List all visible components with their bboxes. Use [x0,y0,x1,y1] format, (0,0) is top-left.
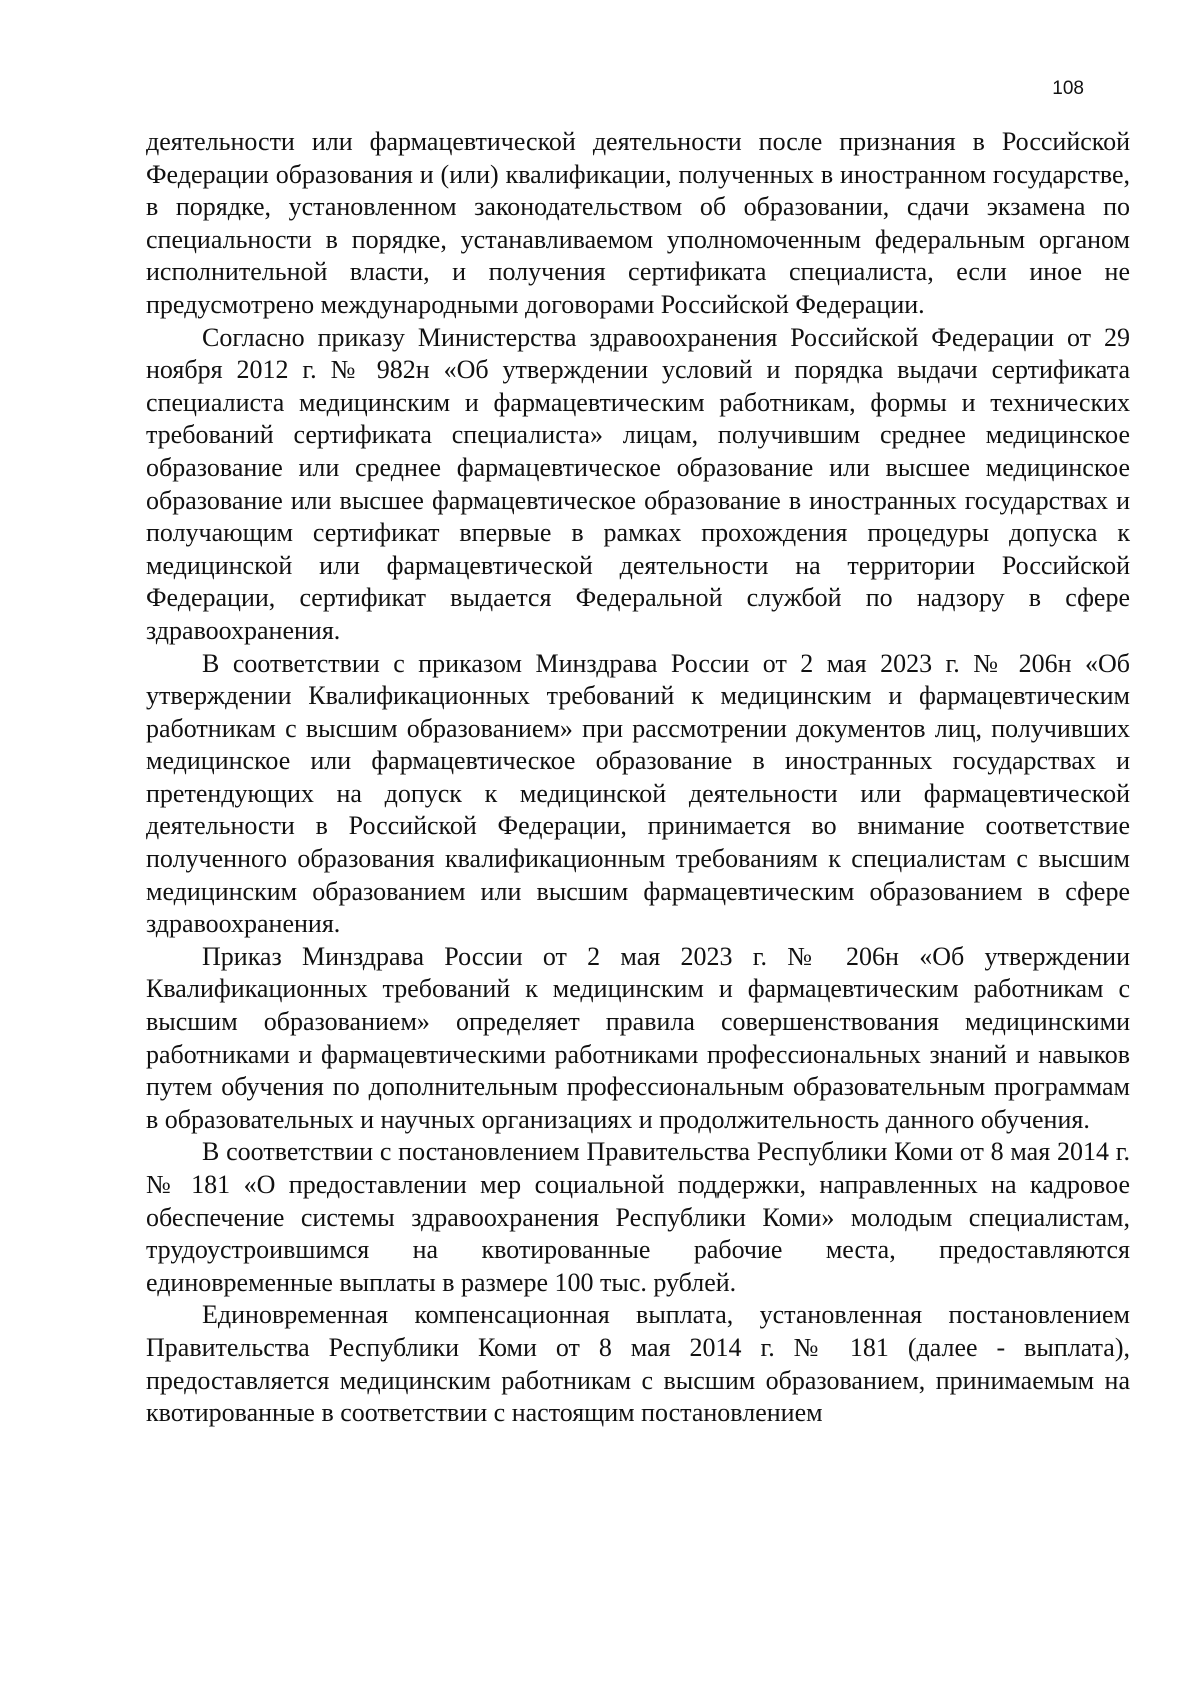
page-number: 108 [1052,78,1084,99]
document-body [146,126,1130,1430]
paragraph-order-206n: Приказ Минздрава России от 2 мая 2023 г. № 206н «Об утверждении Квалификационных требований к медицинским и фармацевтическим работникам с высшим образованием» определяет правила совершенствования медицинскими работниками и фармацевтическими работниками профессиональных знаний и навыков путем обучения по дополнительным профессиональным образовательным программам в образовательных и научных организациях и продолжительность данного обучения. [146,941,1130,1134]
paragraph-komi-resolution: В соответствии с постановлением Правительства Республики Коми от 8 мая 2014 г. № 181 «О предоставлении мер социальной поддержки, направленных на кадровое обеспечение системы здравоохранения Республики Коми» молодым специалистам, трудоустроившимся на квотированные рабочие места, предоставляются единовременные выплаты в размере 100 тыс. рублей. [146,1137,1130,1297]
paragraph-certificate-order: Согласно приказу Министерства здравоохранения Российской Федерации от 29 ноября 2012 г. № 982н «Об утверждении условий и порядка выдачи сертификата специалиста медицинским и фармацевтическим работникам, формы и технических требований сертификата специалиста» лицам, получившим среднее медицинское образование или среднее фармацевтическое образование или высшее медицинское образование или высшее фармацевтическое образование в иностранных государствах и получающим сертификат впервые в рамках прохождения процедуры допуска к медицинской или фармацевтической деятельности на территории Российской Федерации, сертификат выдается Федеральной службой по надзору в сфере здравоохранения. [146,322,1130,645]
paragraph-compensation-payment: Единовременная компенсационная выплата, установленная постановлением Правительства Республики Коми от 8 мая 2014 г. № 181 (далее - выплата), предоставляется медицинским работникам с высшим образованием, принимаемым на квотированные в соответствии с настоящим постановлением [146,1300,1130,1428]
paragraph-continuation: деятельности или фармацевтической деятельности после признания в Российской Федерации образования и (или) квалификации, полученных в иностранном государстве, в порядке, установленном законодательством об образовании, сдачи экзамена по специальности в порядке, устанавливаемом уполномоченным федеральным органом исполнительной власти, и получения сертификата специалиста, если иное не предусмотрено международными договорами Российской Федерации. [146,127,1130,319]
paragraph-qualification-requirements: В соответствии с приказом Минздрава России от 2 мая 2023 г. № 206н «Об утверждении Квалификационных требований к медицинским и фармацевтическим работникам с высшим образованием» при рассмотрении документов лиц, получивших медицинское или фармацевтическое образование в иностранных государствах и претендующих на допуск к медицинской деятельности или фармацевтической деятельности в Российской Федерации, принимается во внимание соответствие полученного образования квалификационным требованиям к специалистам с высшим медицинским образованием или высшим фармацевтическим образованием в сфере здравоохранения. [146,648,1130,939]
